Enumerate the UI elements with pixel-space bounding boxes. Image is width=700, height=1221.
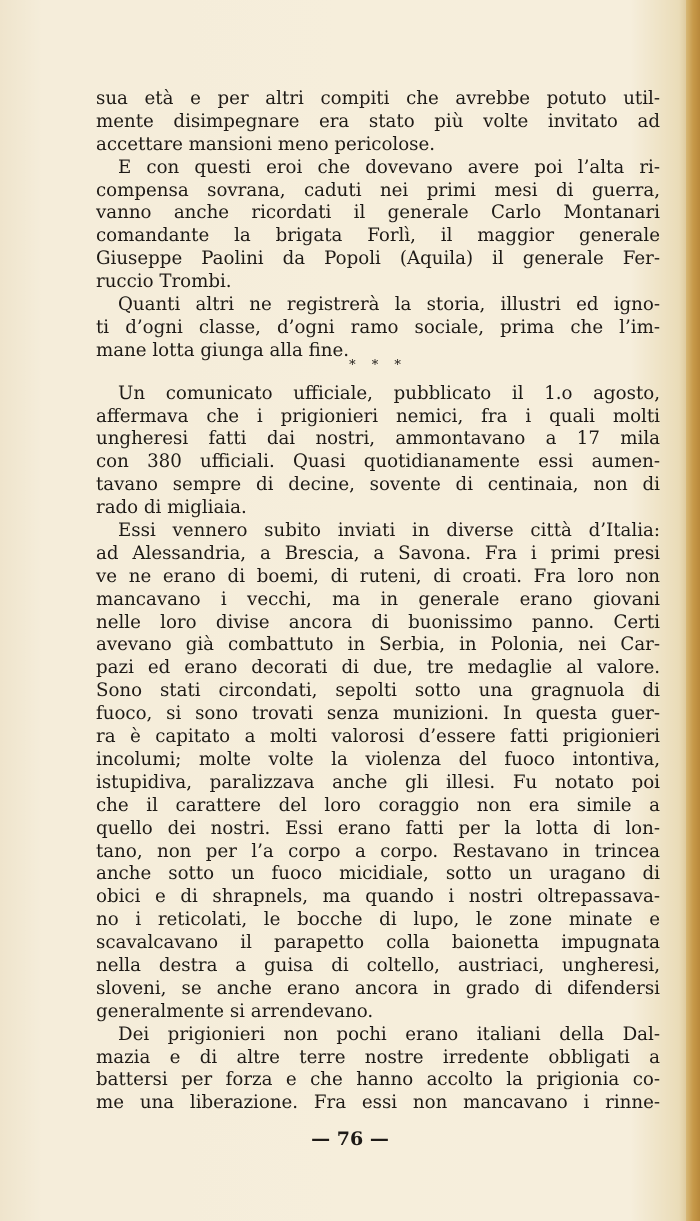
text-line: compensa sovrana, caduti nei primi mesi di guerra, [96, 179, 660, 201]
text-line: ti d’ogni classe, d’ogni ramo sociale, prima che l’im- [96, 316, 660, 338]
text-line: mazia e di altre terre nostre irredente obbligati a [96, 1046, 660, 1068]
text-line: sloveni, se anche erano ancora in grado di difendersi [96, 977, 660, 999]
text-line: pazi ed erano decorati di due, tre medaglie al valore. [96, 657, 660, 679]
text-line: ra è capitato a molti valorosi d’essere fatti prigionieri [96, 726, 660, 748]
text-line: nella destra a guisa di coltello, austriaci, ungheresi, [96, 954, 660, 976]
text-line: Dei prigionieri non pochi erano italiani della Dal- [118, 1023, 660, 1045]
paragraph [96, 520, 660, 1024]
text-line: quello dei nostri. Essi erano fatti per la lotta di lon- [96, 817, 660, 839]
text-line: rado di migliaia. [96, 497, 247, 519]
paragraph [96, 88, 660, 157]
text-line: fuoco, si sono trovati senza munizioni. In questa guer- [96, 703, 660, 725]
text-line: avevano già combattuto in Serbia, in Polonia, nei Car- [96, 634, 660, 656]
text-line: ad Alessandria, a Brescia, a Savona. Fra i primi presi [96, 542, 660, 564]
text-line: istupidiva, paralizzava anche gli illesi. Fu notato poi [96, 771, 660, 793]
paragraph [96, 1024, 660, 1116]
text-line: Essi vennero subito inviati in diverse città d’Italia: [118, 520, 660, 542]
text-line: battersi per forza e che hanno accolto la prigionia co- [96, 1069, 660, 1091]
text-line: nelle loro divise ancora di buonissimo panno. Certi [96, 611, 660, 633]
text-line: che il carattere del loro coraggio non era simile a [96, 794, 660, 816]
text-line: scavalcavano il parapetto colla baionetta impugnata [96, 932, 660, 954]
text-line: vanno anche ricordati il generale Carlo Montanari [96, 202, 660, 224]
page-number: — 76 — [311, 1128, 389, 1150]
text-line: anche sotto un fuoco micidiale, sotto un uragano di [96, 863, 660, 885]
text-line: sua età e per altri compiti che avrebbe potuto util- [96, 88, 660, 109]
text-line: ve ne erano di boemi, di ruteni, di croati. Fra loro non [96, 565, 660, 587]
text-line: tano, non per l’a corpo a corpo. Restavano in trincea [96, 840, 660, 862]
paragraph [96, 157, 660, 294]
text-line: affermava che i prigionieri nemici, fra i quali molti [96, 405, 660, 427]
text-line: Sono stati circondati, sepolti sotto una gragnuola di [96, 680, 660, 702]
text-line: comandante la brigata Forlì, il maggior generale [96, 225, 660, 247]
text-line: mente disimpegnare era stato più volte invitato ad [96, 110, 660, 132]
text-line: con 380 ufficiali. Quasi quotidianamente essi aumen- [96, 451, 660, 473]
text-line: E con questi eroi che dovevano avere poi l’alta ri- [118, 156, 660, 178]
paragraph [96, 294, 660, 363]
text-line: ruccio Trombi. [96, 271, 232, 293]
section-separator: * * * [349, 357, 407, 373]
text-line: obici e di shrapnels, ma quando i nostri oltrepassava- [96, 886, 660, 908]
text-line: incolumi; molte volte la violenza del fuoco intontiva, [96, 748, 660, 770]
page-edge [686, 0, 700, 1221]
body-text [96, 88, 660, 1115]
text-line: me una liberazione. Fra essi non mancavano i rinne- [96, 1092, 660, 1114]
text-line: ungheresi fatti dai nostri, ammontavano a 17 mila [96, 428, 660, 450]
text-line: accettare mansioni meno pericolose. [96, 133, 436, 155]
text-line: no i reticolati, le bocche di lupo, le zone minate e [96, 909, 660, 931]
paragraph [96, 383, 660, 520]
text-line: Un comunicato ufficiale, pubblicato il 1.o agosto, [118, 382, 660, 404]
text-line: mane lotta giunga alla fine. [96, 339, 349, 361]
text-line: tavano sempre di decine, sovente di centinaia, non di [96, 474, 660, 496]
text-line: Quanti altri ne registrerà la storia, illustri ed igno- [118, 294, 660, 316]
text-line: generalmente si arrendevano. [96, 1000, 374, 1022]
text-line: Giuseppe Paolini da Popoli (Aquila) il generale Fer- [96, 248, 660, 270]
text-line: mancavano i vecchi, ma in generale erano giovani [96, 588, 660, 610]
